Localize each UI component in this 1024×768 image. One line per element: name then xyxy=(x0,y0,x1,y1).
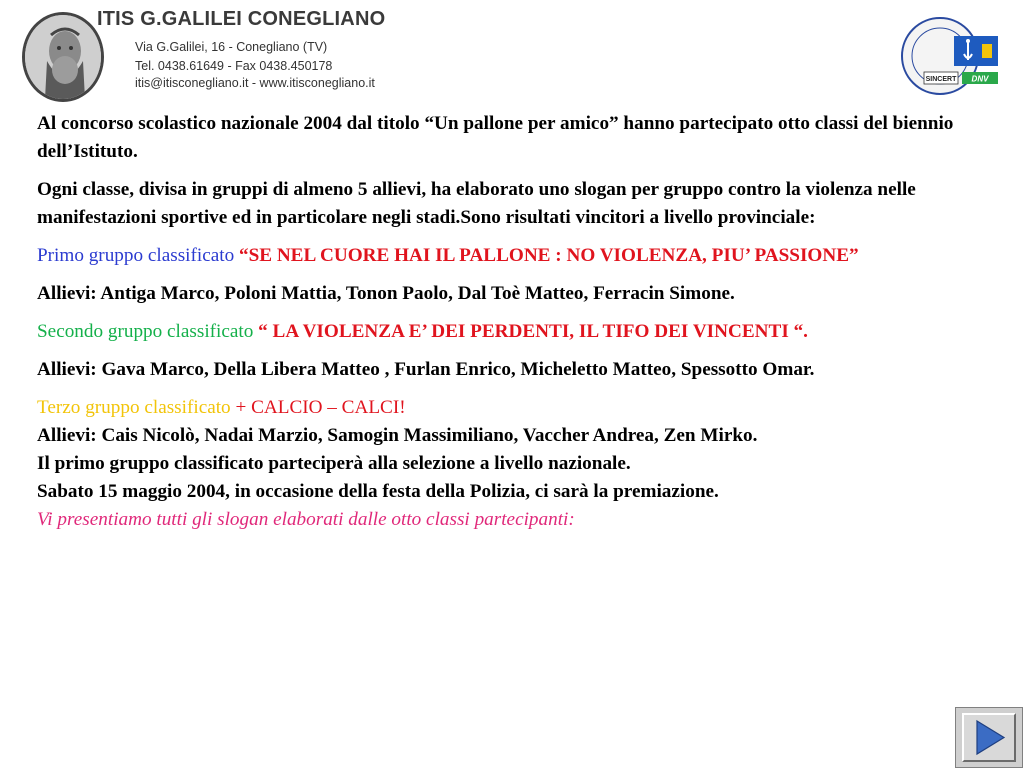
dnv-label: DNV xyxy=(971,74,989,84)
intro-paragraph: Al concorso scolastico nazionale 2004 dal titolo “Un pallone per amico” hanno partecipato otto classi del biennio dell’Istituto. xyxy=(37,113,954,162)
closing-line: Vi presentiamo tutti gli slogan elaborati dalle otto classi partecipanti: xyxy=(37,509,575,530)
address-line: Via G.Galilei, 16 - Conegliano (TV) xyxy=(135,40,328,54)
contest-description: Ogni classe, divisa in gruppi di almeno 5 allievi, ha elaborato uno slogan per gruppo contro la violenza nelle manifestazioni sportive ed in particolare negli stadi.Sono risultati vincitori a livello provinciale: xyxy=(37,179,916,228)
award-ceremony-note: Sabato 15 maggio 2004, in occasione della festa della Polizia, ci sarà la premiazione. xyxy=(37,481,719,502)
third-group-slogan: + CALCIO – CALCI! xyxy=(235,397,406,418)
second-group xyxy=(37,318,967,346)
next-slide-button-face[interactable] xyxy=(962,713,1016,762)
header xyxy=(0,0,1024,112)
sincert-label: SINCERT xyxy=(925,76,957,83)
galileo-portrait-logo xyxy=(22,12,104,102)
main-text xyxy=(37,110,967,534)
second-group-students: Allievi: Gava Marco, Della Libera Matteo , Furlan Enrico, Micheletto Matteo, Spessotto Omar. xyxy=(37,359,815,380)
first-group xyxy=(37,242,967,270)
first-group-slogan: “SE NEL CUORE HAI IL PALLONE : NO VIOLENZA, PIU’ PASSIONE” xyxy=(238,245,859,266)
third-group-label: Terzo gruppo classificato xyxy=(37,397,231,418)
phone-fax-line: Tel. 0438.61649 - Fax 0438.450178 xyxy=(135,59,333,73)
third-group xyxy=(37,394,967,422)
first-group-label: Primo gruppo classificato xyxy=(37,245,235,266)
quality-certification-seal xyxy=(898,8,1010,104)
next-slide-button[interactable] xyxy=(955,707,1023,768)
first-group-students: Allievi: Antiga Marco, Poloni Mattia, Tonon Paolo, Dal Toè Matteo, Ferracin Simone. xyxy=(37,283,735,304)
play-triangle-icon xyxy=(977,721,1004,754)
second-group-slogan: “ LA VIOLENZA E’ DEI PERDENTI, IL TIFO DEI VINCENTI “. xyxy=(258,321,808,342)
national-selection-note: Il primo gruppo classificato parteciperà alla selezione a livello nazionale. xyxy=(37,453,631,474)
email-web-line: itis@itisconegliano.it - www.itisconegliano.it xyxy=(135,76,375,90)
school-name: ITIS G.GALILEI CONEGLIANO xyxy=(97,8,386,30)
second-group-label: Secondo gruppo classificato xyxy=(37,321,254,342)
third-group-students: Allievi: Cais Nicolò, Nadai Marzio, Samogin Massimiliano, Vaccher Andrea, Zen Mirko. xyxy=(37,425,758,446)
